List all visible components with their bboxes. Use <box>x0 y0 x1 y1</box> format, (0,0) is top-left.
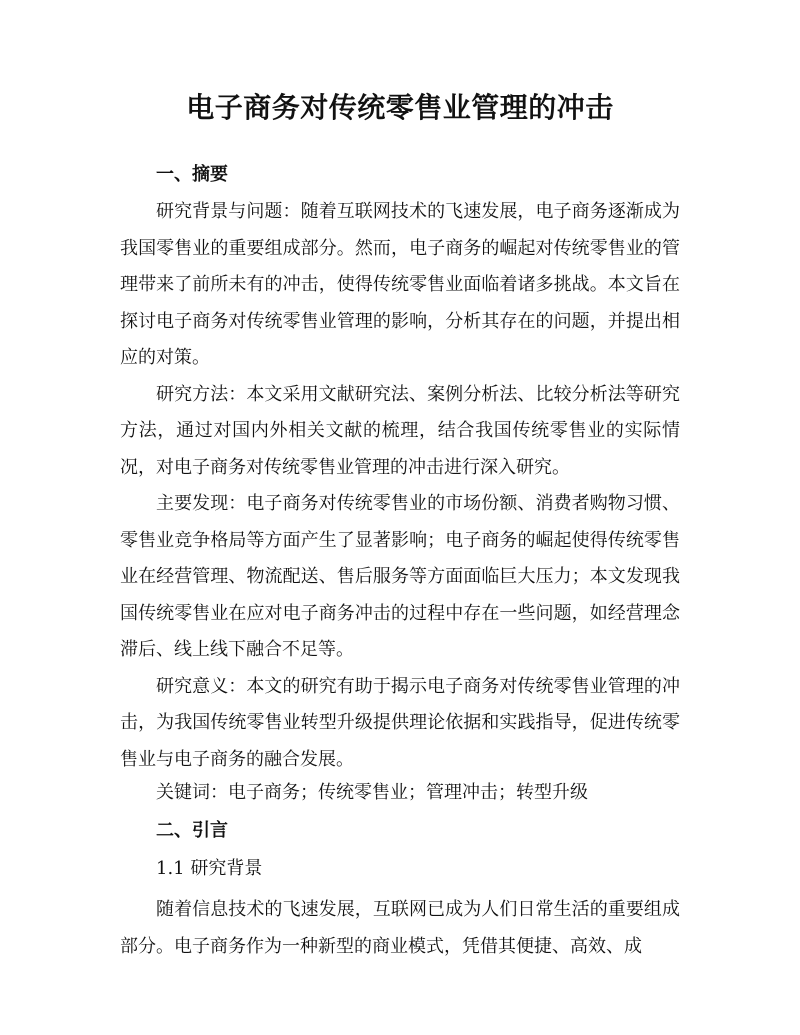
abstract-paragraph-findings: 主要发现：电子商务对传统零售业的市场份额、消费者购物习惯、零售业竞争格局等方面产生了显著影响；电子商务的崛起使得传统零售业在经营管理、物流配送、售后服务等方面面临巨大压力；本文发现我国传统零售业在应对电子商务冲击的过程中存在一些问题，如经营理念滞后、线上线下融合不足等。 <box>120 493 680 660</box>
section-heading-abstract: 一、摘要 <box>156 164 228 185</box>
introduction-paragraph: 随着信息技术的飞速发展，互联网已成为人们日常生活的重要组成部分。电子商务作为一种新型的商业模式，凭借其便捷、高效、成 <box>120 899 680 957</box>
document-title: 电子商务对传统零售业管理的冲击 <box>186 91 614 124</box>
section-heading-introduction: 二、引言 <box>156 820 228 841</box>
abstract-paragraph-methods: 研究方法：本文采用文献研究法、案例分析法、比较分析法等研究方法，通过对国内外相关文献的梳理，结合我国传统零售业的实际情况，对电子商务对传统零售业管理的冲击进行深入研究。 <box>120 383 680 478</box>
abstract-keywords: 关键词：电子商务；传统零售业；管理冲击；转型升级 <box>156 782 588 803</box>
subsection-heading-research-background: 1.1 研究背景 <box>156 858 263 879</box>
abstract-paragraph-significance: 研究意义：本文的研究有助于揭示电子商务对传统零售业管理的冲击，为我国传统零售业转型升级提供理论依据和实践指导，促进传统零售业与电子商务的融合发展。 <box>120 675 680 770</box>
abstract-paragraph-background: 研究背景与问题：随着互联网技术的飞速发展，电子商务逐渐成为我国零售业的重要组成部分。然而，电子商务的崛起对传统零售业的管理带来了前所未有的冲击，使得传统零售业面临着诸多挑战。本文旨在探讨电子商务对传统零售业管理的影响，分析其存在的问题，并提出相应的对策。 <box>120 201 680 368</box>
